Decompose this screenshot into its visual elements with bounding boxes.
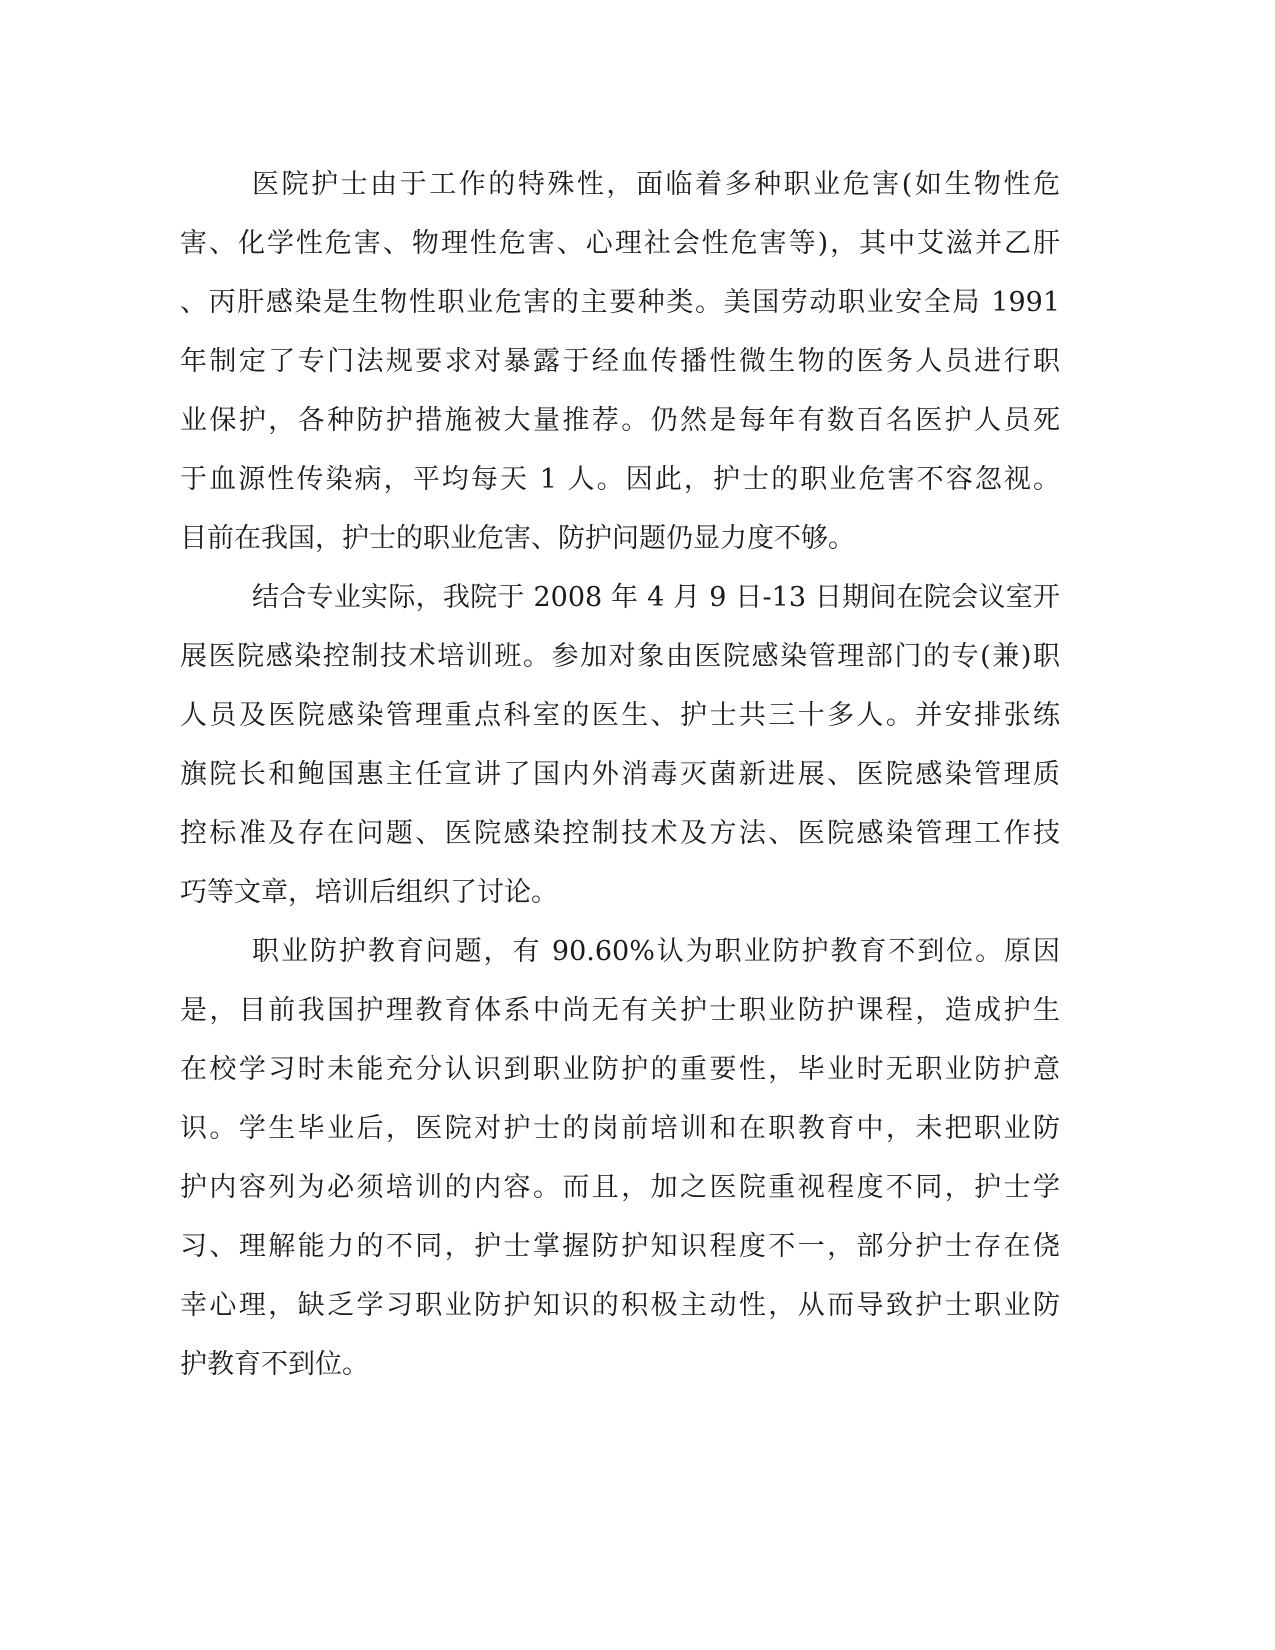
paragraph-2-line-4: 旗院长和鲍国惠主任宣讲了国内外消毒灭菌新进展、医院感染管理质 xyxy=(180,759,1060,790)
paragraph-3-line-1: 职业防护教育问题，有 90.60%认为职业防护教育不到位。原因 xyxy=(252,936,1060,967)
paragraph-1-line-1: 医院护士由于工作的特殊性，面临着多种职业危害(如生物性危 xyxy=(252,169,1060,200)
paragraph-2-line-6: 巧等文章，培训后组织了讨论。 xyxy=(180,877,558,908)
paragraph-1-line-3: 、丙肝感染是生物性职业危害的主要种类。美国劳动职业安全局 1991 xyxy=(180,287,1060,318)
paragraph-2-line-1: 结合专业实际，我院于 2008 年 4 月 9 日-13 日期间在院会议室开 xyxy=(252,582,1060,613)
paragraph-2-line-2: 展医院感染控制技术培训班。参加对象由医院感染管理部门的专(兼)职 xyxy=(180,641,1060,672)
paragraph-3-line-4: 识。学生毕业后，医院对护士的岗前培训和在职教育中，未把职业防 xyxy=(180,1113,1060,1144)
paragraph-3-line-3: 在校学习时未能充分认识到职业防护的重要性，毕业时无职业防护意 xyxy=(180,1054,1060,1085)
paragraph-3-line-8: 护教育不到位。 xyxy=(180,1349,369,1380)
document-body xyxy=(180,155,1060,1394)
paragraph-3-line-5: 护内容列为必须培训的内容。而且，加之医院重视程度不同，护士学 xyxy=(180,1172,1060,1203)
paragraph-3-line-7: 幸心理，缺乏学习职业防护知识的积极主动性，从而导致护士职业防 xyxy=(180,1290,1060,1321)
paragraph-1-line-2: 害、化学性危害、物理性危害、心理社会性危害等)，其中艾滋并乙肝 xyxy=(180,228,1060,259)
paragraph-2-line-3: 人员及医院感染管理重点科室的医生、护士共三十多人。并安排张练 xyxy=(180,700,1060,731)
paragraph-1-line-4: 年制定了专门法规要求对暴露于经血传播性微生物的医务人员进行职 xyxy=(180,346,1060,377)
paragraph-3-line-6: 习、理解能力的不同，护士掌握防护知识程度不一，部分护士存在侥 xyxy=(180,1231,1060,1262)
paragraph-3-line-2: 是，目前我国护理教育体系中尚无有关护士职业防护课程，造成护生 xyxy=(180,995,1060,1026)
paragraph-1-line-7: 目前在我国，护士的职业危害、防护问题仍显力度不够。 xyxy=(180,523,855,554)
paragraph-1-line-6: 于血源性传染病，平均每天 1 人。因此，护士的职业危害不容忽视。 xyxy=(180,464,1060,495)
paragraph-1-line-5: 业保护，各种防护措施被大量推荐。仍然是每年有数百名医护人员死 xyxy=(180,405,1060,436)
paragraph-2-line-5: 控标准及存在问题、医院感染控制技术及方法、医院感染管理工作技 xyxy=(180,818,1060,849)
